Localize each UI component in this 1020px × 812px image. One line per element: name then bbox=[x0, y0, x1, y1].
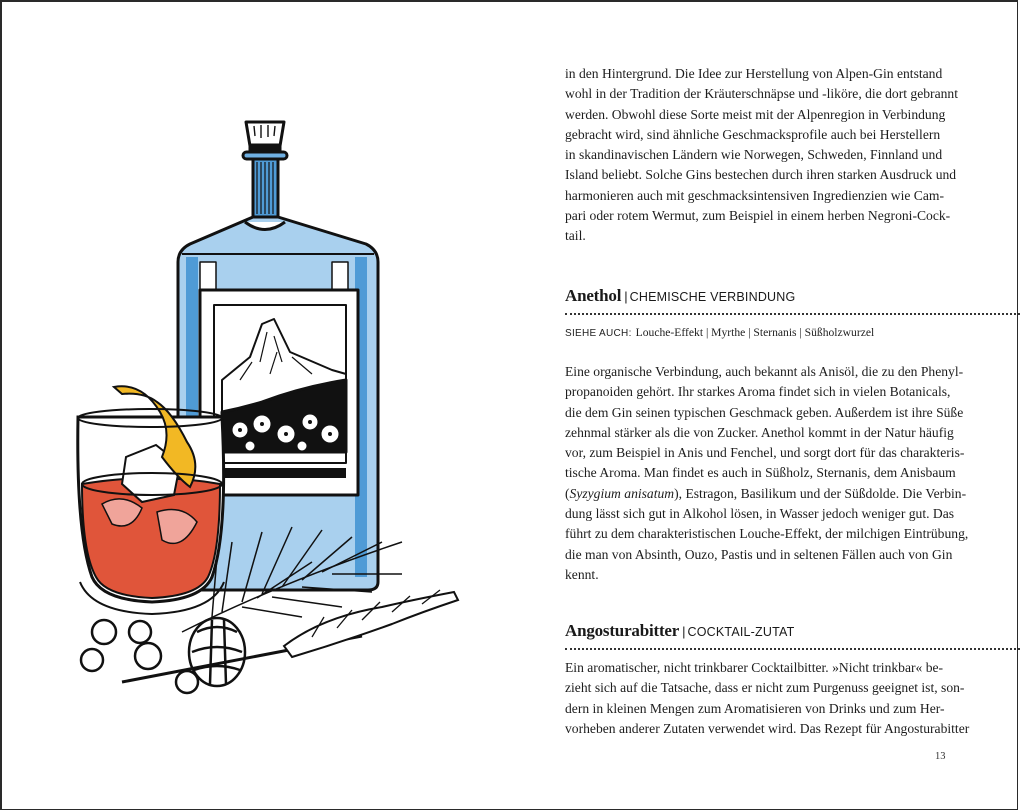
dotted-divider bbox=[565, 648, 1020, 650]
text-line: Ein aromatischer, nicht trinkbarer Cocktailbitter. »Nicht trinkbar« be- bbox=[565, 660, 944, 675]
text-line: tail. bbox=[565, 228, 586, 244]
entry-term: Angosturabitter bbox=[565, 621, 680, 640]
text-line: in den Hintergrund. Die Idee zur Herstellung von Alpen-Gin entstand bbox=[565, 66, 943, 81]
text-line: propanoiden gehört. Ihr starkes Aroma findet sich in vielen Botanicals, bbox=[565, 384, 951, 400]
right-page bbox=[512, 2, 1020, 812]
see-also-links: Louche-Effekt | Myrthe | Sternanis | Süßholzwurzel bbox=[635, 326, 875, 339]
juniper-berries-icon bbox=[81, 620, 198, 693]
intro-paragraph bbox=[565, 64, 975, 247]
entry-body-anethol bbox=[565, 362, 975, 585]
text-line: vorheben anderer Zutaten verwendet wird. Das Rezept für Angosturabitter bbox=[565, 720, 970, 736]
text-line: kennt. bbox=[565, 566, 599, 582]
entry-heading-anethol bbox=[565, 286, 1020, 306]
heading-separator: | bbox=[682, 624, 686, 639]
entry-heading-angosturabitter bbox=[565, 621, 1020, 641]
cocktail-glass-icon bbox=[78, 386, 224, 614]
text-line: die dem Gin seinen typischen Geschmack geben. Außerdem ist ihre Süße bbox=[565, 404, 964, 420]
lavender-sprig-icon bbox=[122, 590, 458, 682]
text-line: vor, zum Beispiel in Anis und Fenchel, und sorgt dort für das charakteris- bbox=[565, 445, 965, 461]
text-line: Island beliebt. Solche Gins bestechen durch ihren starken Ausdruck und bbox=[565, 167, 957, 183]
text-line: zieht sich auf die Tatsache, dass er nicht zum Purgenuss geeignet ist, son- bbox=[565, 680, 965, 696]
text-line: gebracht wird, sind ähnliche Geschmacksprofile auch bei Herstellern bbox=[565, 126, 941, 142]
gin-cocktail-illustration bbox=[62, 112, 482, 702]
text-line: wohl in der Tradition der Kräuterschnäpse und -liköre, die dort gebrannt bbox=[565, 86, 958, 102]
text-line: werden. Obwohl diese Sorte meist mit der Alpenregion in Verbindung bbox=[565, 106, 946, 122]
entry-body-angosturabitter bbox=[565, 658, 975, 739]
dotted-divider bbox=[565, 313, 1020, 315]
text-line: führt zu dem charakteristischen Louche-Effekt, der milchigen Eintrübung, bbox=[565, 526, 969, 542]
entry-term: Anethol bbox=[565, 286, 622, 305]
text-line: dung lässt sich gut in Alkohol lösen, in Wasser jedoch weniger gut. Das bbox=[565, 506, 955, 522]
text-line: pari oder rotem Wermut, zum Beispiel in einem herben Negroni-Cock- bbox=[565, 208, 951, 224]
left-page bbox=[2, 2, 512, 812]
text-line: in skandinavischen Ländern wie Norwegen, Schweden, Finnland und bbox=[565, 147, 943, 163]
text-line: zehnmal stärker als die von Zucker. Anethol kommt in der Natur häufig bbox=[565, 424, 954, 440]
text-line: die man von Absinth, Ouzo, Pastis und in seltenen Fällen auch von Gin bbox=[565, 546, 953, 562]
text-line: dern in kleinen Mengen zum Aromatisieren von Drinks und zum Her- bbox=[565, 700, 945, 716]
text-fragment: ), Estragon, Basilikum und der Süßdolde. Die Verbin- bbox=[674, 485, 967, 501]
see-also-label: SIEHE AUCH: bbox=[565, 328, 632, 339]
text-fragment: ( bbox=[565, 485, 570, 501]
text-line: harmonieren auch mit geschmacksintensiven Ingredienzien wie Cam- bbox=[565, 187, 944, 203]
text-line: Eine organische Verbindung, auch bekannt als Anisöl, die zu den Phenyl- bbox=[565, 364, 964, 379]
botanical-name: Syzygium anisatum bbox=[569, 485, 675, 501]
heading-separator: | bbox=[624, 289, 628, 304]
entry-category: COCKTAIL-ZUTAT bbox=[687, 625, 795, 639]
text-line bbox=[565, 484, 975, 504]
page-number: 13 bbox=[935, 751, 946, 762]
entry-category: CHEMISCHE VERBINDUNG bbox=[629, 290, 796, 304]
text-line: tische Aroma. Man findet es auch in Süßholz, Sternanis, dem Anisbaum bbox=[565, 465, 956, 481]
see-also bbox=[565, 326, 1020, 339]
